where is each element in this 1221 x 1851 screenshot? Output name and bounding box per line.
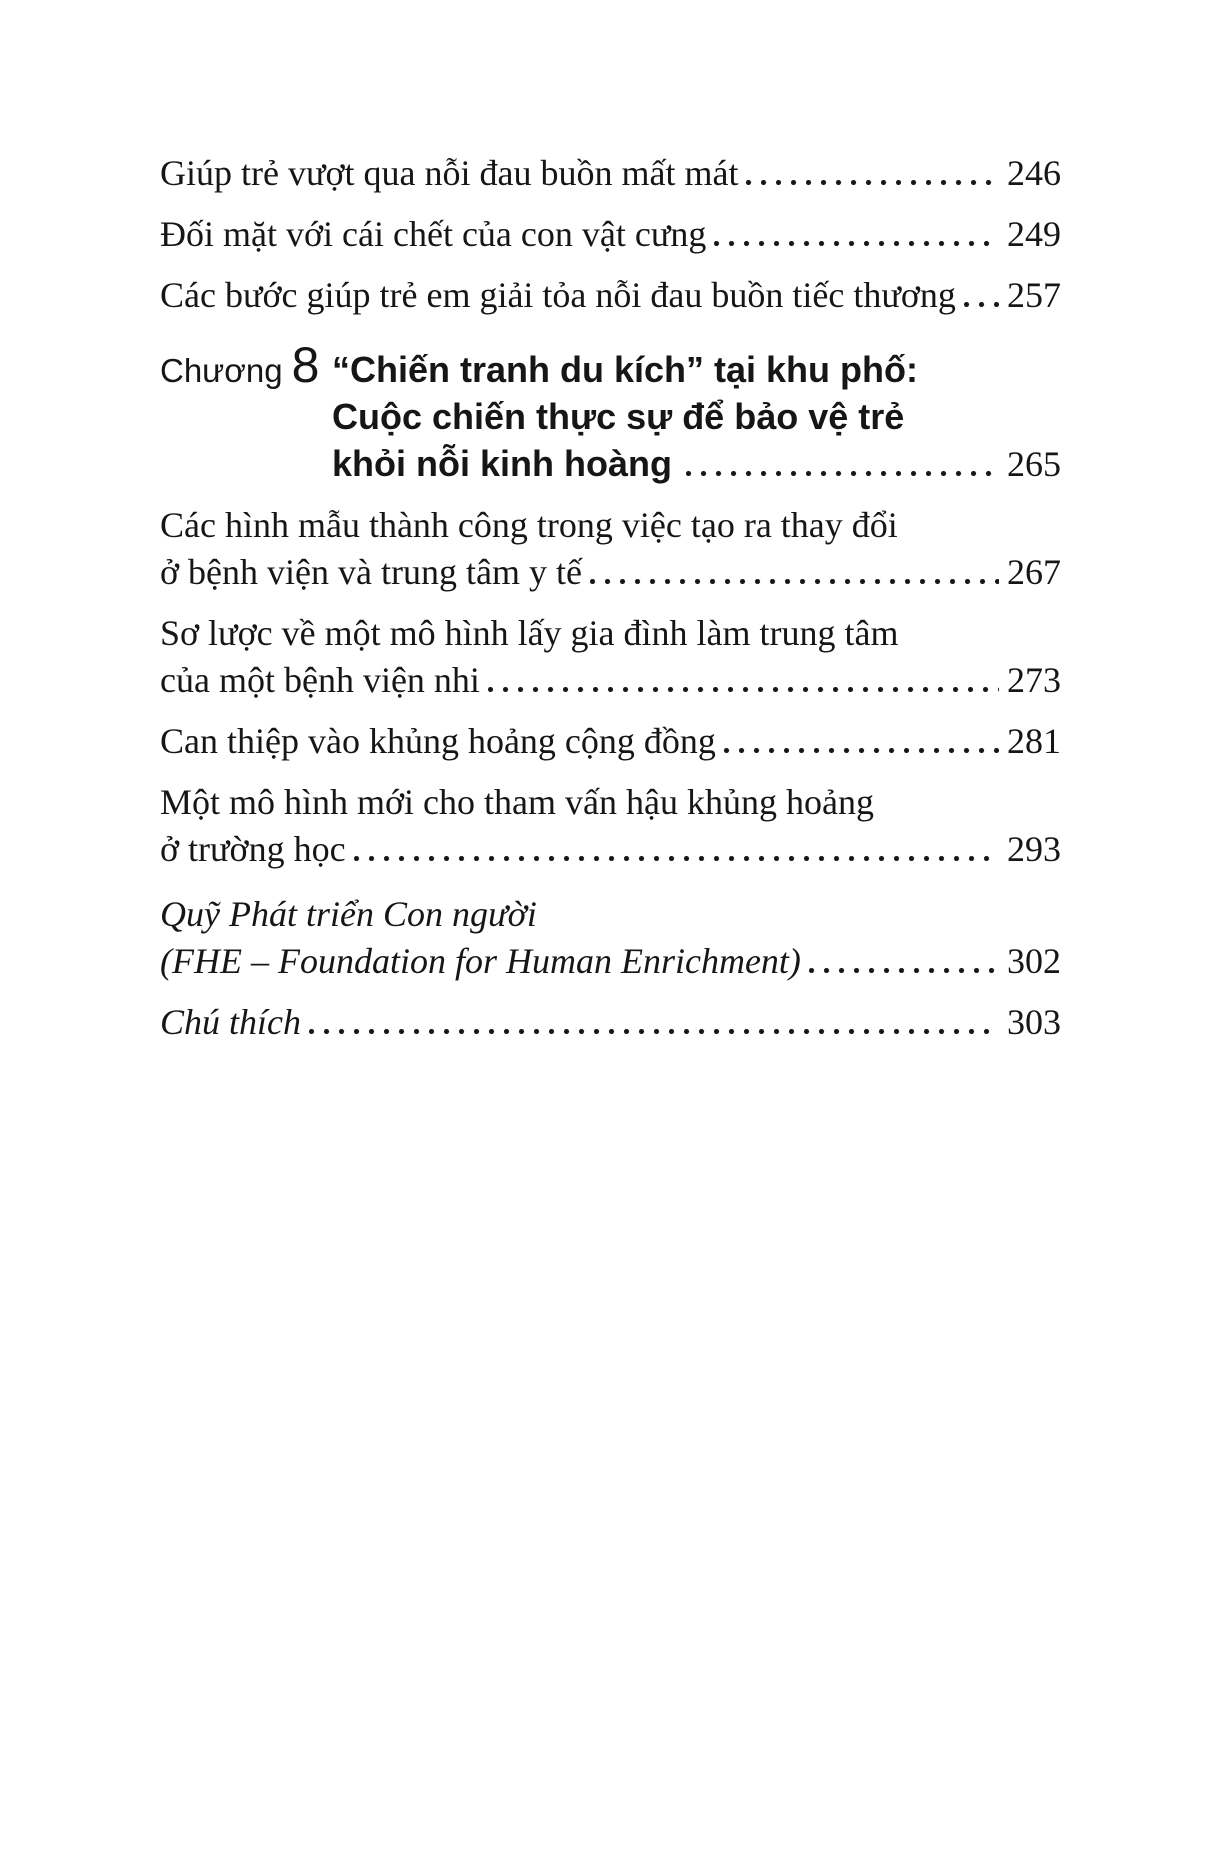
chapter-title-line: “Chiến tranh du kích” tại khu phố: [332, 349, 919, 390]
toc-entry-text: Quỹ Phát triển Con người [160, 894, 537, 934]
dot-leader [809, 968, 999, 973]
page-number: 302 [1007, 941, 1061, 981]
toc-entry-text: của một bệnh viện nhi [160, 660, 480, 700]
chapter-label [160, 336, 332, 394]
toc-entry-row [160, 150, 1061, 197]
dot-leader [724, 748, 999, 753]
toc-entry-text: Can thiệp vào khủng hoảng cộng đồng [160, 721, 716, 761]
toc-entry-text: Các bước giúp trẻ em giải tỏa nỗi đau buồn tiếc thương [160, 275, 956, 315]
chapter-title-line: khỏi nỗi kinh hoàng [332, 443, 672, 484]
toc-entry-text: Chú thích [160, 1002, 301, 1042]
toc-entry [160, 211, 1061, 258]
toc-entry-text: (FHE – Foundation for Human Enrichment) [160, 941, 801, 981]
dot-leader [714, 241, 999, 246]
toc-entry-row [160, 272, 1061, 319]
toc-entry-row [160, 999, 1061, 1046]
dot-leader [964, 302, 999, 307]
page-number: 246 [1007, 153, 1061, 193]
chapter-label-word: Chương [160, 352, 283, 389]
chapter-heading [160, 336, 1061, 488]
dot-leader [746, 180, 999, 185]
page-number: 249 [1007, 214, 1061, 254]
toc-entry-text: Giúp trẻ vượt qua nỗi đau buồn mất mát [160, 153, 739, 193]
toc-entry-row [160, 938, 1061, 985]
toc-entry [160, 610, 1061, 704]
chapter-number: 8 [291, 337, 320, 393]
chapter-title-row [332, 440, 1061, 488]
page-number: 281 [1007, 721, 1061, 761]
toc-entry-row [160, 657, 1061, 704]
dot-leader [590, 579, 999, 584]
page-number: 303 [1007, 1002, 1061, 1042]
chapter-title-line: Cuộc chiến thực sự để bảo vệ trẻ [332, 396, 905, 437]
toc-entry-text: Một mô hình mới cho tham vấn hậu khủng hoảng [160, 782, 874, 822]
toc-entry-text: Các hình mẫu thành công trong việc tạo ra thay đổi [160, 505, 898, 545]
dot-leader [686, 471, 999, 476]
page-number: 265 [1007, 444, 1061, 484]
toc-entry-text: ở bệnh viện và trung tâm y tế [160, 552, 582, 592]
toc-entry [160, 779, 1061, 873]
toc-entry [160, 999, 1061, 1046]
dot-leader [488, 687, 999, 692]
toc-entry [160, 891, 1061, 985]
chapter-title [332, 346, 1061, 488]
toc-entry-text: ở trường học [160, 829, 346, 869]
toc-entry-row [160, 549, 1061, 596]
dot-leader [309, 1029, 999, 1034]
toc-entry [160, 718, 1061, 765]
page-number: 273 [1007, 660, 1061, 700]
toc-entry [160, 502, 1061, 596]
toc-entry-row [160, 211, 1061, 258]
page-number: 257 [1007, 275, 1061, 315]
page-number: 293 [1007, 829, 1061, 869]
toc-entry [160, 272, 1061, 319]
toc-entry-row [160, 718, 1061, 765]
toc-content [160, 150, 1061, 1060]
toc-entry [160, 150, 1061, 197]
toc-entry-row [160, 826, 1061, 873]
toc-entry-text: Đối mặt với cái chết của con vật cưng [160, 214, 707, 254]
page-number: 267 [1007, 552, 1061, 592]
dot-leader [354, 856, 999, 861]
toc-entry-text: Sơ lược về một mô hình lấy gia đình làm trung tâm [160, 613, 899, 653]
